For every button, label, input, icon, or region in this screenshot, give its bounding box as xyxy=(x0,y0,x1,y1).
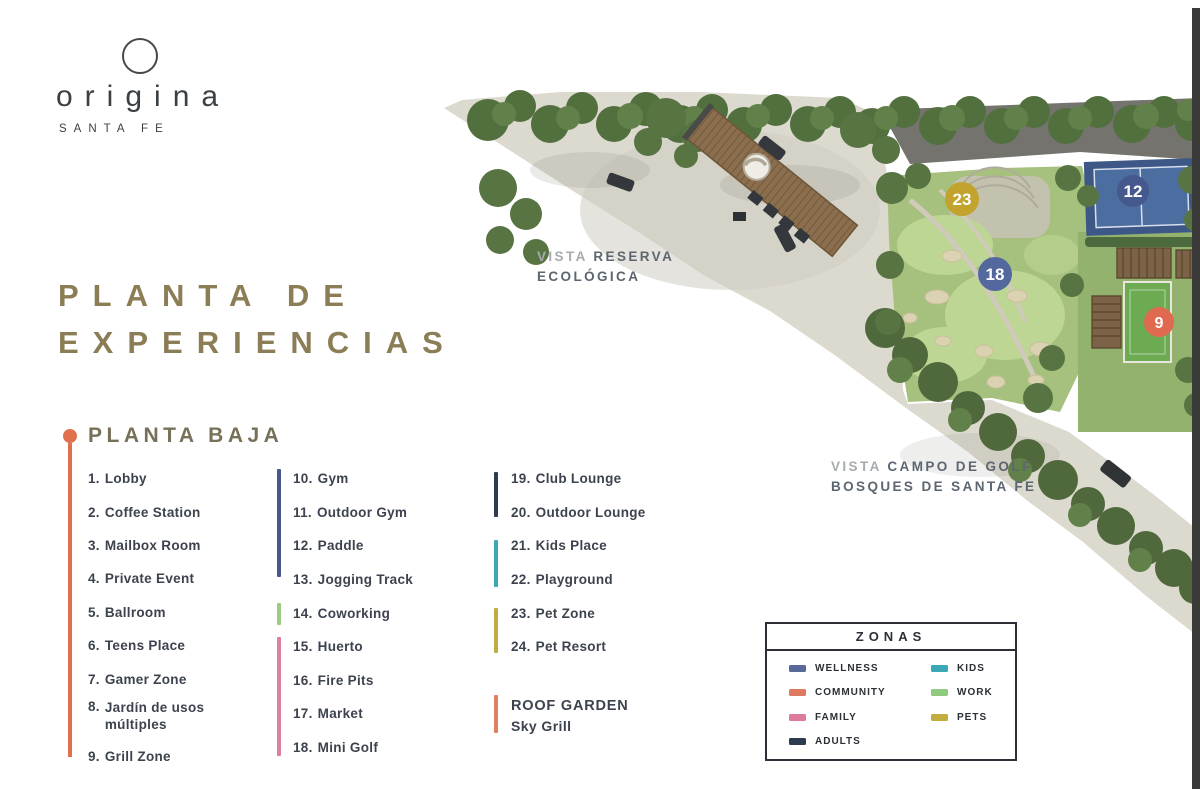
marker-number: 9 xyxy=(1154,314,1164,332)
list-item: 12. Paddle xyxy=(293,538,364,554)
work-swatch xyxy=(931,689,948,696)
zones-legend-right-column xyxy=(931,656,993,730)
list-item: 20. Outdoor Lounge xyxy=(511,504,646,520)
list-item: 7. Gamer Zone xyxy=(88,671,187,687)
page-title-line2: EXPERIENCIAS xyxy=(58,325,457,360)
brand-subtitle: SANTA FE xyxy=(59,123,170,135)
list-item: 23. Pet Zone xyxy=(511,605,596,621)
zones-legend-title: ZONAS xyxy=(767,624,1015,651)
map-marker-mini-golf xyxy=(978,257,1012,291)
marker-number: 23 xyxy=(952,190,972,210)
pets-swatch xyxy=(931,714,948,721)
section-accent-line xyxy=(68,443,72,757)
list-item: 3. Mailbox Room xyxy=(88,537,201,553)
roof-garden-subtitle: Sky Grill xyxy=(511,718,572,734)
zones-legend-left-column xyxy=(789,656,886,754)
vista-reserva-label: VISTA RESERVA ECOLÓGICA xyxy=(537,249,675,284)
brand-name: origina xyxy=(56,80,231,113)
wellness-swatch xyxy=(789,665,806,672)
kids-swatch xyxy=(931,665,948,672)
zones-legend xyxy=(765,622,1017,761)
page-title xyxy=(58,272,457,366)
roof-garden-title: ROOF GARDEN xyxy=(511,698,629,714)
page-title-line1: PLANTA DE xyxy=(58,278,358,313)
list-item: 6. Teens Place xyxy=(88,638,186,654)
category-bar-family xyxy=(277,637,281,756)
list-item: 2. Coffee Station xyxy=(88,504,201,520)
community-swatch xyxy=(789,689,806,696)
amenity-list-col1 xyxy=(88,462,263,774)
section-title: PLANTA BAJA xyxy=(88,424,284,447)
list-item: 17. Market xyxy=(293,706,363,722)
list-item: 24. Pet Resort xyxy=(511,639,607,655)
list-item: 14. Coworking xyxy=(293,605,391,621)
hedge-row xyxy=(1085,237,1199,247)
legend-row-community: COMMUNITY xyxy=(789,681,886,706)
list-item: 8. Jardín de usos múltiples xyxy=(88,698,205,732)
family-swatch xyxy=(789,714,806,721)
legend-row-work: WORK xyxy=(931,681,993,706)
image-edge-strip xyxy=(1192,8,1200,789)
adults-swatch xyxy=(789,738,806,745)
vista-golf-label: VISTA CAMPO DE GOLF BOSQUES DE SANTA FE xyxy=(831,459,1037,494)
list-item: 21. Kids Place xyxy=(511,538,607,554)
list-item: 4. Private Event xyxy=(88,571,195,587)
legend-row-family: FAMILY xyxy=(789,705,886,730)
legend-row-wellness: WELLNESS xyxy=(789,656,886,681)
list-item: 10. Gym xyxy=(293,471,349,487)
marker-number: 18 xyxy=(985,265,1005,285)
list-item: 15. Huerto xyxy=(293,639,363,655)
list-item: 5. Ballroom xyxy=(88,604,166,620)
list-item: 9. Grill Zone xyxy=(88,749,171,765)
list-item: 13. Jogging Track xyxy=(293,572,414,588)
list-item: 22. Playground xyxy=(511,572,613,588)
legend-row-pets: PETS xyxy=(931,705,993,730)
list-item: 18. Mini Golf xyxy=(293,740,379,756)
brand-logo-circle-icon xyxy=(122,38,158,74)
list-item: 11. Outdoor Gym xyxy=(293,504,408,520)
legend-row-kids: KIDS xyxy=(931,656,993,681)
section-accent-dot xyxy=(63,429,77,443)
list-item: 1. Lobby xyxy=(88,471,147,487)
map-marker-paddle xyxy=(1117,175,1149,207)
list-item: 16. Fire Pits xyxy=(293,672,374,688)
marker-number: 12 xyxy=(1123,182,1143,202)
map-marker-grill-zone xyxy=(1144,307,1174,337)
legend-row-adults: ADULTS xyxy=(789,730,886,755)
list-item: 19. Club Lounge xyxy=(511,471,622,487)
category-bar-work xyxy=(277,603,281,625)
map-marker-pet-zone xyxy=(945,182,979,216)
category-bar-wellness xyxy=(277,469,281,577)
